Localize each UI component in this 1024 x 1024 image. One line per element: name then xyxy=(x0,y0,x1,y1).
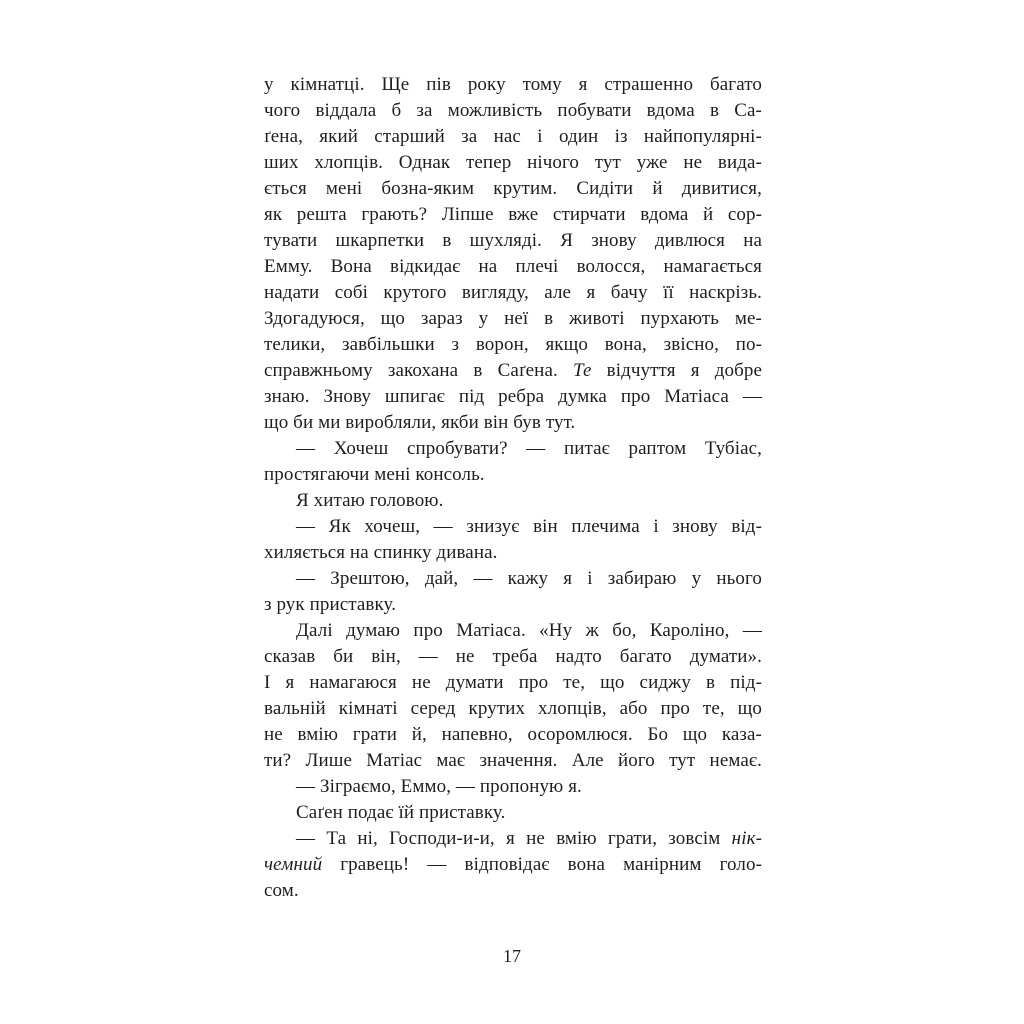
page-text xyxy=(264,72,762,904)
text-line xyxy=(264,644,762,670)
text-line xyxy=(264,228,762,254)
text-line xyxy=(264,774,762,800)
text-segment: ґена, який старший за нас і один із найпопулярні- xyxy=(264,126,762,147)
text-line xyxy=(264,826,762,852)
text-segment: з рук приставку. xyxy=(264,594,397,615)
text-segment: ється мені бозна-яким крутим. Сидіти й дивитися, xyxy=(264,178,762,199)
text-line xyxy=(264,176,762,202)
text-line xyxy=(264,254,762,280)
text-segment: — Хочеш спробувати? — питає раптом Тубіас, xyxy=(296,438,762,459)
text-line xyxy=(264,800,762,826)
text-line xyxy=(264,306,762,332)
text-line xyxy=(264,878,762,904)
text-line xyxy=(264,540,762,566)
text-line xyxy=(264,332,762,358)
text-line xyxy=(264,462,762,488)
text-line xyxy=(264,670,762,696)
text-line xyxy=(264,618,762,644)
text-segment: — Та ні, Господи-и-и, я не вмію грати, зовсім xyxy=(296,828,732,849)
text-line xyxy=(264,358,762,384)
text-line xyxy=(264,150,762,176)
text-segment: ти? Лише Матіас має значення. Але його тут немає. xyxy=(264,750,762,771)
text-segment: Далі думаю про Матіаса. «Ну ж бо, Кароліно, — xyxy=(296,620,762,641)
text-segment: справжньому закохана в Саґена. xyxy=(264,360,573,381)
text-segment: як решта грають? Ліпше вже стирчати вдома й сор- xyxy=(264,204,762,225)
text-line xyxy=(264,436,762,462)
text-line xyxy=(264,748,762,774)
text-segment: — Зрештою, дай, — кажу я і забираю у нього xyxy=(296,568,762,589)
text-line xyxy=(264,98,762,124)
text-line xyxy=(264,124,762,150)
text-line xyxy=(264,72,762,98)
text-segment: знаю. Знову шпигає під ребра думка про Матіаса — xyxy=(264,386,762,407)
italic-text: нік- xyxy=(731,828,762,849)
text-segment: сом. xyxy=(264,880,299,901)
text-segment: надати собі крутого вигляду, але я бачу її наскрізь. xyxy=(264,282,762,303)
text-segment: телики, завбільшки з ворон, якщо вона, звісно, по- xyxy=(264,334,762,355)
text-line xyxy=(264,514,762,540)
text-segment: Я хитаю головою. xyxy=(296,490,444,511)
text-line xyxy=(264,410,762,436)
italic-text: чемний xyxy=(264,854,323,875)
text-segment: — Зіграємо, Еммо, — пропоную я. xyxy=(296,776,582,797)
text-segment: що би ми виробляли, якби він був тут. xyxy=(264,412,576,433)
text-segment: Здогадуюся, що зараз у неї в животі пурхають ме- xyxy=(264,308,762,329)
text-segment: І я намагаюся не думати про те, що сиджу в під- xyxy=(264,672,762,693)
text-segment: ших хлопців. Однак тепер нічого тут уже не вида- xyxy=(264,152,762,173)
text-segment: відчуття я добре xyxy=(591,360,762,381)
text-line xyxy=(264,280,762,306)
text-line xyxy=(264,592,762,618)
text-segment: гравець! — відповідає вона манірним голо- xyxy=(322,854,762,875)
text-line xyxy=(264,696,762,722)
text-segment: чого віддала б за можливість побувати вдома в Са- xyxy=(264,100,762,121)
text-line xyxy=(264,852,762,878)
text-line xyxy=(264,566,762,592)
text-segment: простягаючи мені консоль. xyxy=(264,464,485,485)
text-segment: тувати шкарпетки в шухляді. Я знову дивлюся на xyxy=(264,230,762,251)
italic-text: Те xyxy=(573,360,592,381)
page-number: 17 xyxy=(503,946,521,966)
text-segment: — Як хочеш, — знизує він плечима і знову від- xyxy=(296,516,762,537)
text-line xyxy=(264,488,762,514)
text-line xyxy=(264,384,762,410)
text-line xyxy=(264,722,762,748)
text-segment: хиляється на спинку дивана. xyxy=(264,542,498,563)
text-segment: Емму. Вона відкидає на плечі волосся, намагається xyxy=(264,256,762,277)
text-segment: вальній кімнаті серед крутих хлопців, або про те, що xyxy=(264,698,762,719)
text-segment: Саґен подає їй приставку. xyxy=(296,802,506,823)
text-segment: не вмію грати й, напевно, осоромлюся. Бо що каза- xyxy=(264,724,762,745)
text-line xyxy=(264,202,762,228)
text-segment: у кімнатці. Ще пів року тому я страшенно багато xyxy=(264,74,762,95)
text-segment: сказав би він, — не треба надто багато думати». xyxy=(264,646,762,667)
